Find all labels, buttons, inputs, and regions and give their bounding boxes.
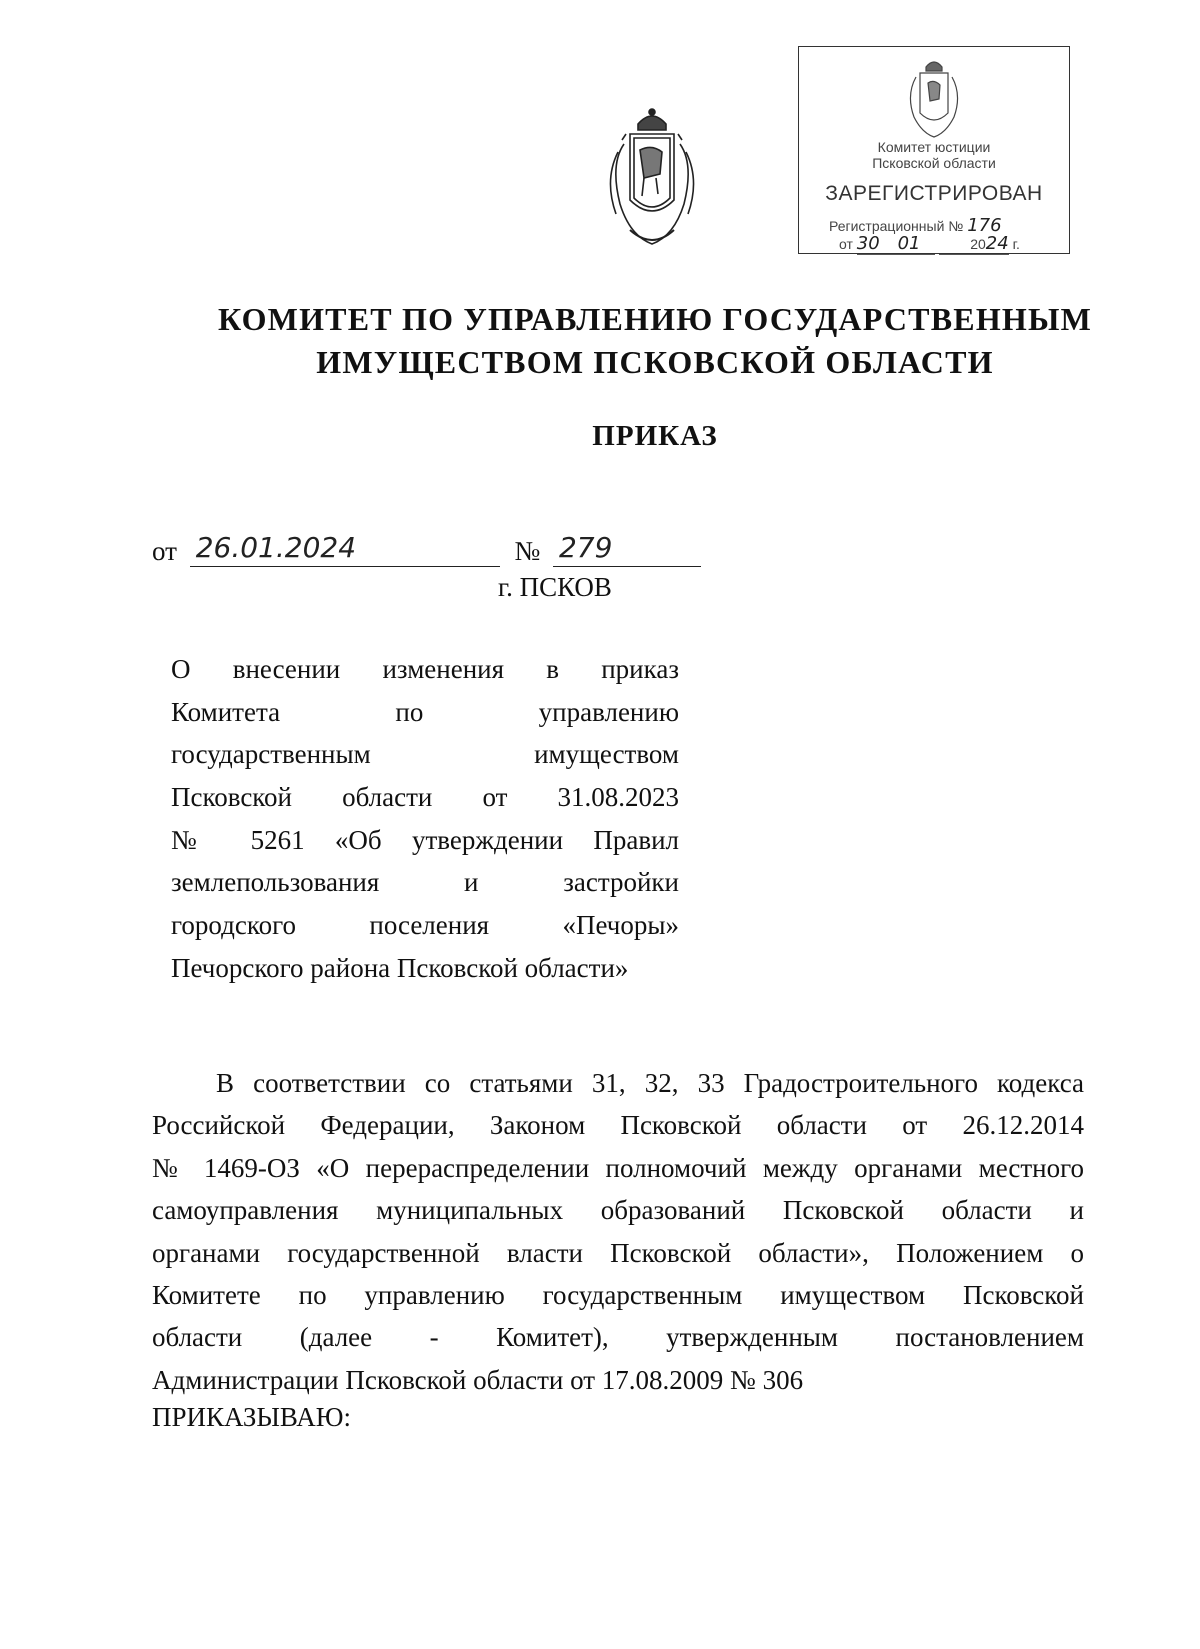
date-number-row [152,532,701,567]
stamp-date-prefix: от [839,236,853,252]
stamp-reg-number: 176 [967,215,1002,236]
preamble-line: Комитете по управлению государственным имуществом Псковской [152,1279,1084,1310]
organization-title-line1: КОМИТЕТ ПО УПРАВЛЕНИЮ ГОСУДАРСТВЕННЫМ [217,301,1093,337]
stamp-org-line1: Комитет юстиции [877,139,991,155]
stamp-date-year-prefix: 20 [970,236,986,252]
preamble-line: Российской Федерации, Законом Псковской области от 26.12.2014 [152,1110,1084,1141]
subject-line: О внесении изменения в приказ [171,654,679,684]
order-date: 26.01.2024 [195,531,357,564]
number-field [553,532,701,567]
organization-title [200,298,1110,384]
stamp-date-month: 01 [897,233,921,254]
preamble-line: № 1469-ОЗ «О перераспределении полномочий между органами местного [152,1152,1084,1183]
subject-line: землепользования и застройки [171,867,679,898]
organization-title-line2: ИМУЩЕСТВОМ ПСКОВСКОЙ ОБЛАСТИ [316,344,994,380]
city: г. ПСКОВ [498,572,612,602]
subject-line: государственным имуществом [171,739,679,770]
stamp-date-suffix: г. [1012,236,1020,252]
order-preamble [152,1062,1084,1401]
stamp-org-line2: Псковской области [872,155,996,171]
subject-line: Комитета по управлению [171,696,679,727]
stamp-date-day: 30 [856,233,880,254]
number-prefix: № [514,536,541,566]
preamble-line: области (далее - Комитет), утвержденным постановлением [152,1322,1084,1353]
subject-line: городского поселения «Печоры» [171,910,679,941]
preamble-line: В соответствии со статьями 31, 32, 33 Градостроительного кодекса [216,1068,1084,1098]
preamble-line: самоуправления муниципальных образований Псковской области и [152,1195,1084,1226]
date-prefix: от [152,536,177,566]
order-number: 279 [558,531,613,564]
order-word: ПРИКАЗЫВАЮ: [152,1402,351,1432]
subject-line: № 5261 «Об утверждении Правил [171,824,679,855]
order-subject [171,648,679,990]
subject-line: Печорского района Псковской области» [171,952,629,983]
coat-of-arms-icon [600,104,704,252]
date-field [190,532,500,567]
stamp-reg-number-label: Регистрационный № [829,218,964,234]
subject-line: Псковской области от 31.08.2023 [171,782,679,813]
stamp-date-year: 24 [985,233,1009,254]
stamp-status: ЗАРЕГИСТРИРОВАН [825,182,1043,205]
stamp-date-row [839,233,1020,255]
stamp-coat-of-arms-icon [902,55,966,139]
registration-stamp [798,46,1070,254]
preamble-line: органами государственной власти Псковской области», Положением о [152,1237,1084,1268]
document-type: ПРИКАЗ [592,420,718,452]
preamble-line: Администрации Псковской области от 17.08.2009 № 306 [152,1364,804,1395]
